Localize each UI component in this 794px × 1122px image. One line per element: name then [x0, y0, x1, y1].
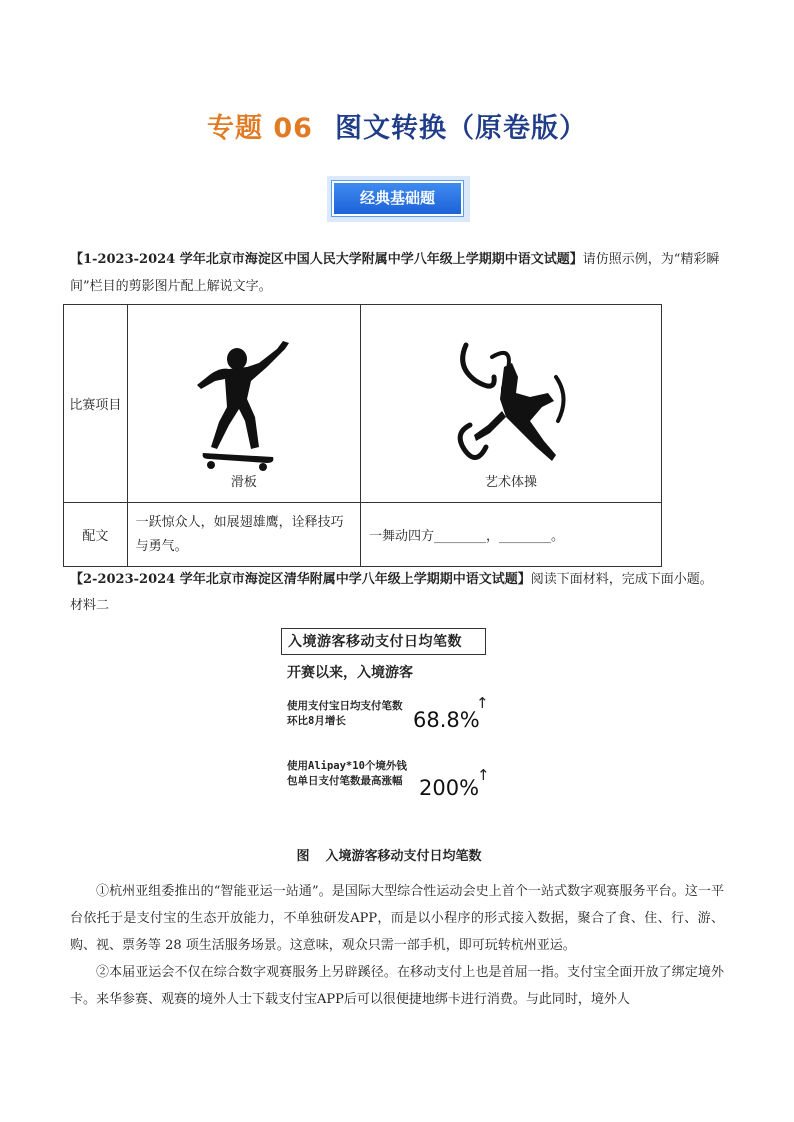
gymnastics-cell	[360, 305, 661, 503]
infographic-subtitle: 开赛以来，入境游客	[287, 665, 413, 681]
title-text: 图文转换（原卷版）	[334, 113, 587, 144]
question2-heading	[70, 566, 734, 593]
material-label: 材料二	[70, 598, 110, 613]
section-badge	[327, 176, 470, 222]
question1-source: 【1-2023-2024 学年北京市海淀区中国人民大学附属中学八年级上学期期中语文试题】	[70, 252, 583, 267]
question2-prompt: 阅读下面材料，完成下面小题。	[530, 572, 713, 587]
figure-caption	[0, 845, 794, 864]
table-label-event: 比赛项目	[64, 305, 128, 503]
gymnastics-caption: 艺术体操	[484, 475, 537, 490]
caption-table	[63, 304, 662, 567]
stat2-description: 使用Alipay*10个境外钱包单日支付笔数最高涨幅	[287, 760, 407, 787]
skateboard-caption: 滑板	[230, 475, 257, 490]
table-label-caption: 配文	[64, 503, 128, 567]
skateboard-text: 一跃惊众人，如展翅雄鹰，诠释技巧与勇气。	[127, 503, 360, 567]
question1-prompt: 请仿照示例，为“精彩瞬间”栏目的剪影图片配上解说文字。	[70, 252, 720, 294]
paragraph-2: ②本届亚运会不仅在综合数字观赛服务上另辟蹊径。在移动支付上也是首屈一指。支付宝全面开放了绑定境外卡。来华参赛、观赛的境外人士下载支付宝APP后可以很便捷地绑卡进行消费。与此同时，境外人	[70, 965, 724, 1007]
gymnastics-text: 一舞动四方________，________。	[360, 503, 661, 567]
page-title	[0, 106, 794, 145]
title-number: 专题 06	[207, 113, 313, 144]
skateboard-cell	[127, 305, 360, 503]
stat2-up-arrow-icon: ↑	[477, 766, 490, 784]
figure-caption-text: 入境游客移动支付日均笔数	[325, 849, 482, 864]
stat1-up-arrow-icon: ↑	[476, 694, 489, 712]
figure-label: 图	[296, 849, 310, 864]
infographic-title: 入境游客移动支付日均笔数	[281, 628, 486, 655]
stat1-value: 68.8%	[413, 708, 480, 732]
paragraph-1: ①杭州亚组委推出的“智能亚运一站通”。是国际大型综合性运动会史上首个一站式数字观赛服务平台。这一平台依托于是支付宝的生态开放能力，不单独研发APP，而是以小程序的形式接入数据，聚合了食、住、行、游、购、视、票务等 28 项生活服务场景。这意味，观众只需一部手机，即可玩转杭州亚运。	[70, 884, 724, 953]
payment-infographic	[279, 628, 499, 818]
gymnastics-silhouette-icon	[446, 337, 576, 477]
skateboard-silhouette-icon	[189, 337, 299, 477]
stat1-description: 使用支付宝日均支付笔数环比8月增长	[287, 700, 403, 727]
question1-heading	[70, 246, 734, 300]
stat2-value: 200%	[419, 776, 480, 800]
question2-source: 【2-2023-2024 学年北京市海淀区清华附属中学八年级上学期期中语文试题】	[70, 572, 531, 587]
section-badge-label: 经典基础题	[332, 181, 463, 216]
